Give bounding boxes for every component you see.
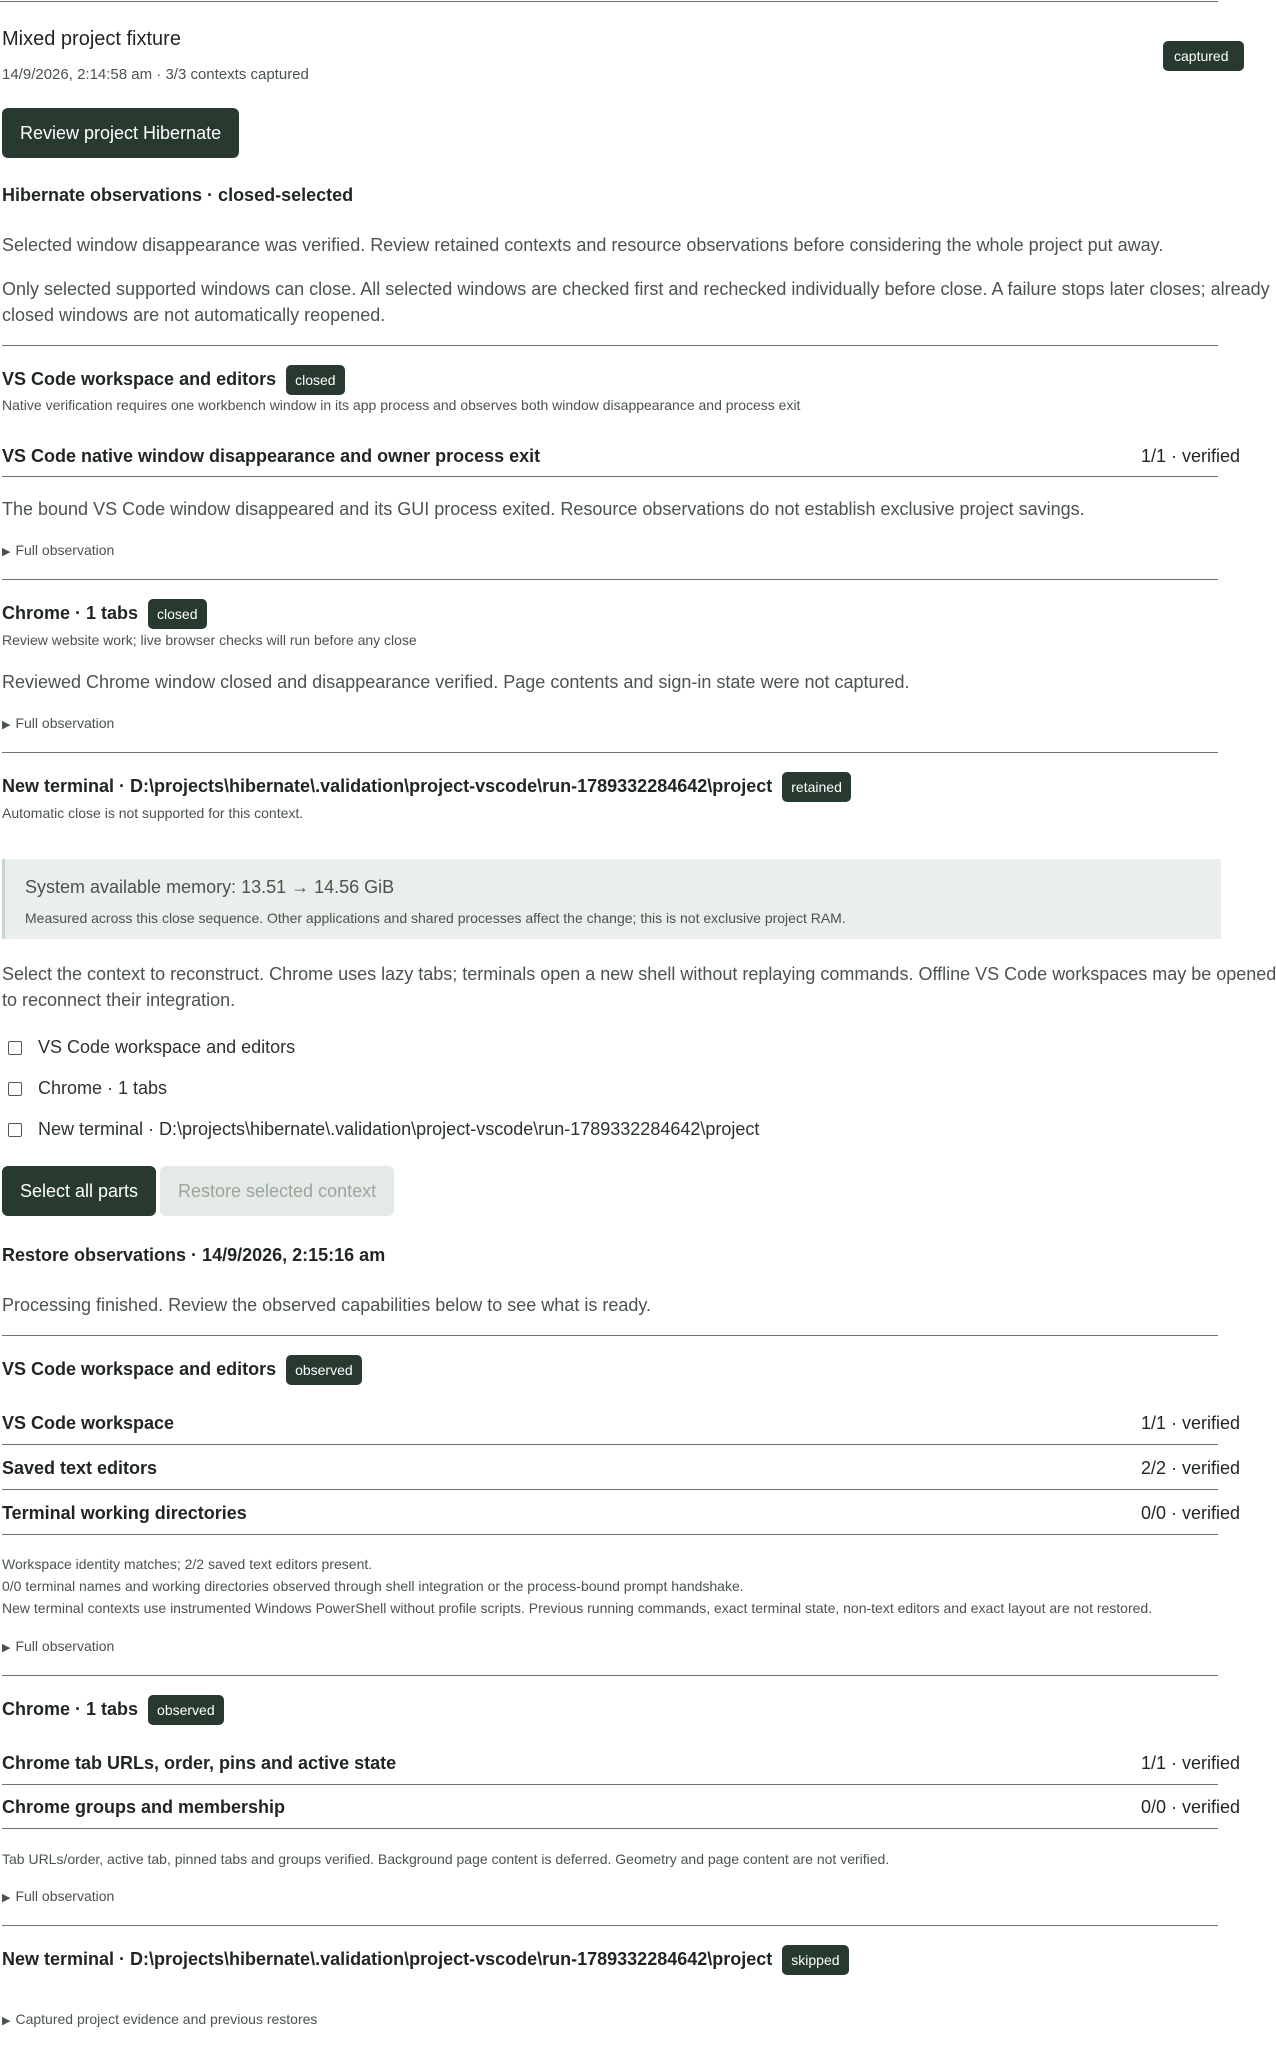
vscode-full-observation-toggle[interactable] — [2, 542, 114, 558]
chrome-restore-full-observation-toggle[interactable] — [2, 1888, 114, 1904]
skipped-badge: skipped — [782, 1945, 848, 1975]
capability-row-value: 1/1 · verified — [1141, 1753, 1241, 1773]
chrome-restore-note: Tab URLs/order, active tab, pinned tabs and groups verified. Background page content is deferred. Geometry and page content are not verified. — [2, 1851, 890, 1867]
divider — [2, 752, 1218, 753]
restore-option-chrome[interactable] — [2, 1078, 167, 1099]
chrome-context-title — [2, 598, 207, 629]
restore-selected-button[interactable]: Restore selected context — [160, 1166, 394, 1216]
details-label: Full observation — [15, 542, 115, 558]
project-title: Mixed project fixture — [2, 28, 181, 50]
vscode-restore-note: 0/0 terminal names and working directories observed through shell integration or the process-bound prompt handshake. — [2, 1578, 744, 1594]
row-divider — [2, 1828, 1218, 1829]
vscode-restore-note: Workspace identity matches; 2/2 saved text editors present. — [2, 1556, 373, 1572]
vscode-context-title-text: VS Code workspace and editors — [2, 369, 277, 389]
checkbox[interactable] — [8, 1082, 22, 1096]
row-divider — [2, 476, 1218, 477]
option-label: New terminal · D:\projects\hibernate\.validation\project-vscode\run-1789332284642\project — [38, 1119, 760, 1139]
hibernate-summary: Selected window disappearance was verified. Review retained contexts and resource observations before considering the whole project put away. — [2, 235, 1164, 255]
review-hibernate-button[interactable]: Review project Hibernate — [2, 108, 239, 158]
memory-line: System available memory: 13.51 → 14.56 GiB — [25, 877, 395, 897]
vscode-native-row-label: VS Code native window disappearance and owner process exit — [2, 446, 541, 466]
expand-triangle-icon: ▶ — [2, 2015, 11, 2027]
capability-row-label: VS Code workspace — [2, 1413, 175, 1433]
checkbox[interactable] — [8, 1041, 22, 1055]
capability-row-value: 2/2 · verified — [1141, 1458, 1241, 1478]
vscode-restore-note: New terminal contexts use instrumented Windows PowerShell without profile scripts. Previous running commands, exact terminal state, non-text editors and exact layout are not restored. — [2, 1600, 1153, 1616]
capability-row-label: Chrome groups and membership — [2, 1797, 286, 1817]
observed-badge: observed — [286, 1355, 362, 1385]
hibernate-heading: Hibernate observations · closed-selected — [2, 185, 354, 205]
retained-badge: retained — [782, 772, 851, 802]
closed-badge: closed — [286, 365, 344, 395]
capture-meta: 14/9/2026, 2:14:58 am · 3/3 contexts captured — [2, 66, 309, 83]
expand-triangle-icon: ▶ — [2, 546, 11, 558]
chrome-context-subtitle: Review website work; live browser checks will run before any close — [2, 632, 417, 648]
capability-row-label: Chrome tab URLs, order, pins and active state — [2, 1753, 397, 1773]
terminal-context-title-text: New terminal · D:\projects\hibernate\.validation\project-vscode\run-1789332284642\project — [2, 776, 773, 796]
chrome-close-message: Reviewed Chrome window closed and disappearance verified. Page contents and sign-in state were not captured. — [2, 672, 910, 692]
top-divider — [0, 1, 1218, 2]
capture-status-badge: captured — [1163, 41, 1244, 71]
memory-note: Measured across this close sequence. Other applications and shared processes affect the change; this is not exclusive project RAM. — [25, 910, 846, 926]
closed-badge: closed — [148, 599, 206, 629]
option-label: Chrome · 1 tabs — [38, 1078, 168, 1098]
capability-row-label: Terminal working directories — [2, 1503, 247, 1523]
vscode-native-row-value: 1/1 · verified — [1141, 446, 1241, 466]
expand-triangle-icon: ▶ — [2, 1642, 11, 1654]
terminal-context-title — [2, 771, 851, 802]
chrome-context-title-text: Chrome · 1 tabs — [2, 603, 139, 623]
details-label: Full observation — [15, 715, 115, 731]
hibernate-note-line2: closed windows are not automatically reopened. — [2, 305, 386, 325]
expand-triangle-icon: ▶ — [2, 1892, 11, 1904]
memory-observation — [2, 859, 1221, 939]
vscode-context-title — [2, 364, 345, 395]
capability-row-value: 0/0 · verified — [1141, 1797, 1241, 1817]
vscode-restore-title — [2, 1354, 362, 1385]
row-divider — [2, 1489, 1218, 1490]
restore-intro-line2: to reconnect their integration. — [2, 990, 236, 1010]
divider — [2, 1675, 1218, 1676]
captured-evidence-toggle[interactable] — [2, 2011, 317, 2027]
row-divider — [2, 1534, 1218, 1535]
chrome-full-observation-toggle[interactable] — [2, 715, 114, 731]
select-all-parts-button[interactable]: Select all parts — [2, 1166, 156, 1216]
divider — [2, 345, 1218, 346]
vscode-close-message: The bound VS Code window disappeared and its GUI process exited. Resource observations do not establish exclusive project savings. — [2, 499, 1085, 519]
chrome-restore-title-text: Chrome · 1 tabs — [2, 1699, 139, 1719]
capability-row-label: Saved text editors — [2, 1458, 158, 1478]
details-label: Full observation — [15, 1888, 115, 1904]
vscode-restore-full-observation-toggle[interactable] — [2, 1638, 114, 1654]
details-label: Captured project evidence and previous restores — [15, 2011, 318, 2027]
terminal-context-subtitle: Automatic close is not supported for this context. — [2, 805, 304, 821]
capability-row-value: 1/1 · verified — [1141, 1413, 1241, 1433]
divider — [2, 579, 1218, 580]
chrome-restore-title — [2, 1694, 224, 1725]
details-label: Full observation — [15, 1638, 115, 1654]
divider — [2, 1925, 1218, 1926]
vscode-context-subtitle: Native verification requires one workbench window in its app process and observes both window disappearance and process exit — [2, 397, 801, 413]
capability-row-value: 0/0 · verified — [1141, 1503, 1241, 1523]
terminal-restore-title — [2, 1944, 849, 1975]
terminal-restore-title-text: New terminal · D:\projects\hibernate\.validation\project-vscode\run-1789332284642\project — [2, 1949, 773, 1969]
restore-option-vscode[interactable] — [2, 1037, 295, 1058]
option-label: VS Code workspace and editors — [38, 1037, 296, 1057]
restore-observations-summary: Processing finished. Review the observed capabilities below to see what is ready. — [2, 1295, 652, 1315]
restore-option-terminal[interactable] — [2, 1119, 759, 1140]
hibernate-note-line1: Only selected supported windows can close. All selected windows are checked first and rechecked individually before close. A failure stops later closes; already — [2, 279, 1270, 299]
restore-observations-heading: Restore observations · 14/9/2026, 2:15:16 am — [2, 1245, 386, 1265]
observed-badge: observed — [148, 1695, 224, 1725]
row-divider — [2, 1444, 1218, 1445]
restore-intro-line1: Select the context to reconstruct. Chrome uses lazy tabs; terminals open a new shell without replaying commands. Offline VS Code workspaces may be opened — [2, 964, 1276, 984]
checkbox[interactable] — [8, 1123, 22, 1137]
divider — [2, 1335, 1218, 1336]
expand-triangle-icon: ▶ — [2, 719, 11, 731]
row-divider — [2, 1784, 1218, 1785]
vscode-restore-title-text: VS Code workspace and editors — [2, 1359, 277, 1379]
